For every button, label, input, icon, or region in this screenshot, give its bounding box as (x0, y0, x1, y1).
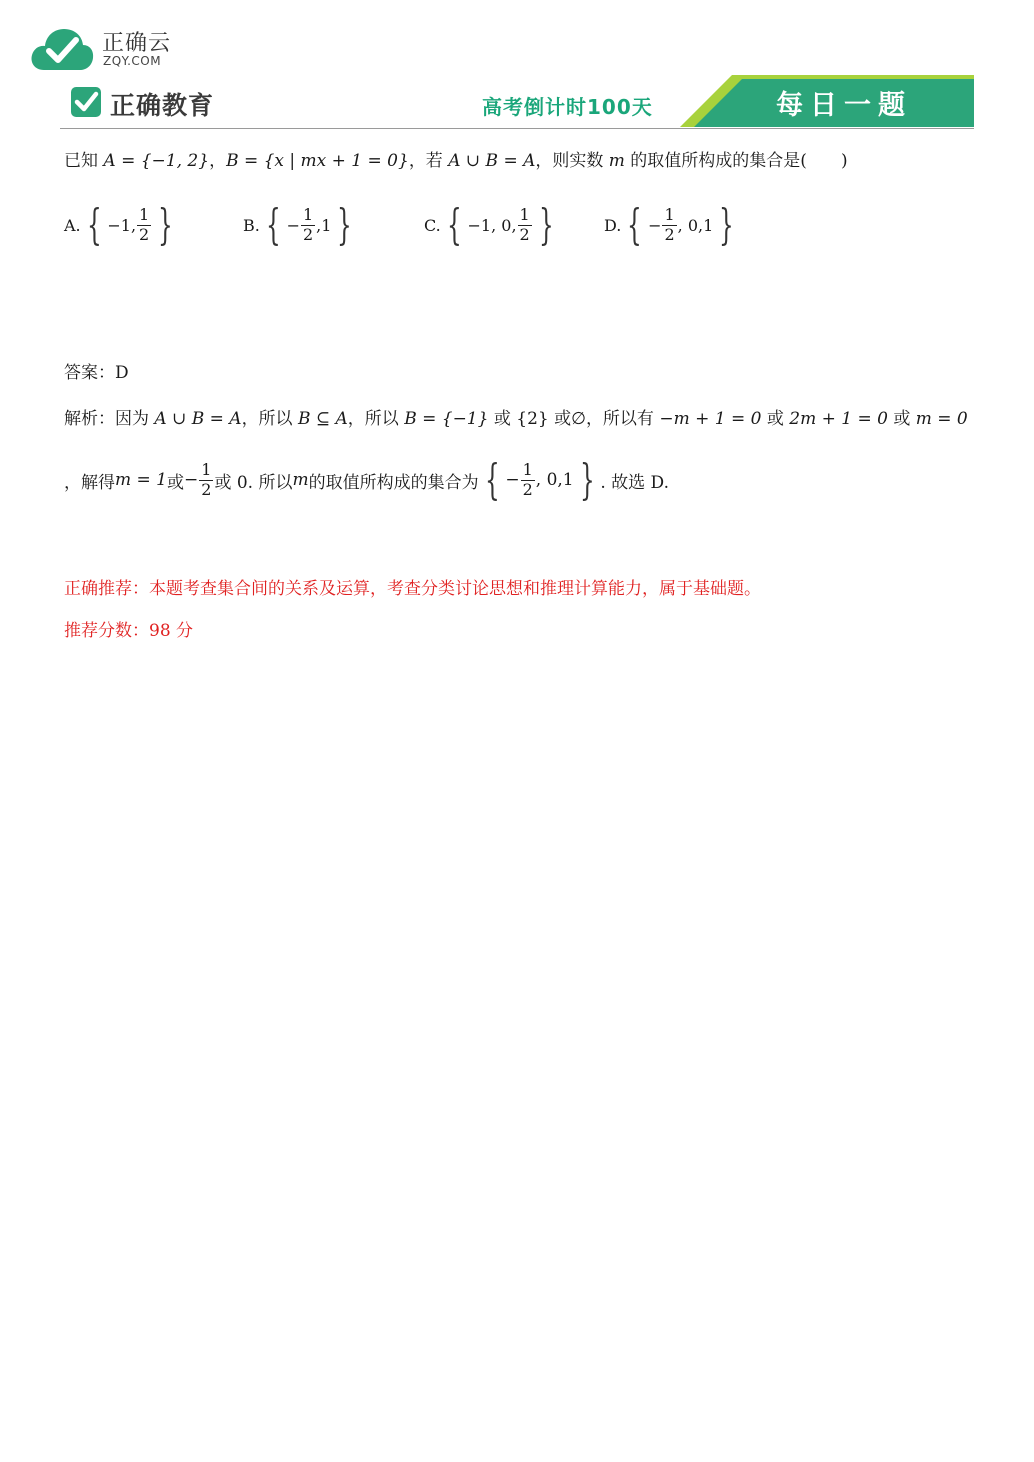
zqy-logo (30, 20, 190, 76)
recommend-text: 正确推荐：本题考查集合间的关系及运算，考查分类讨论思想和推理计算能力，属于基础题。 (64, 579, 761, 599)
math-expr: −m + 1 = 0 (659, 409, 762, 429)
right-brace: } (719, 200, 735, 249)
question-text (64, 146, 848, 171)
math-expr: m = 0 (915, 409, 968, 429)
option-expr: − (648, 215, 662, 235)
denominator: 2 (139, 224, 150, 244)
option-expr: − (286, 215, 300, 235)
math-expr: , 0,1 (535, 470, 574, 490)
question-part: ，若 (408, 151, 449, 171)
numerator: 1 (522, 460, 533, 480)
analysis-text: 或 (167, 472, 184, 493)
union-expr: A ∪ B = A (448, 151, 536, 171)
right-brace: } (158, 200, 173, 249)
fraction (518, 206, 532, 244)
analysis-text: 解析：因为 (64, 409, 155, 429)
right-brace: } (579, 455, 595, 504)
numerator: 1 (201, 460, 212, 480)
analysis-text: 或 (488, 409, 517, 429)
answer-value: D (115, 363, 129, 383)
math-expr: A ∪ B = A (154, 409, 242, 429)
question-part: ， (209, 151, 227, 171)
right-brace: } (538, 200, 554, 249)
daily-title: 每日一题 (776, 90, 912, 121)
fraction (199, 461, 213, 499)
numerator: 1 (664, 205, 675, 225)
set-b-expr: B = {x | mx + 1 = 0} (226, 151, 409, 171)
analysis-text: ，解得 (64, 472, 115, 493)
denominator: 2 (522, 479, 533, 499)
question-part: 的取值所构成的集合是( ) (624, 151, 848, 171)
logo-cn-text: 正确云 (102, 31, 172, 56)
analysis-text: ，所以 (347, 409, 405, 429)
left-brace: { (627, 200, 643, 249)
option-c (424, 197, 559, 253)
math-expr: ∅ (571, 409, 586, 429)
var-m: m (292, 470, 309, 490)
minus-sign: − (505, 470, 520, 490)
left-brace: { (86, 200, 102, 249)
answer-label: 答案： (64, 363, 115, 383)
var-m: m (608, 151, 625, 171)
left-brace: { (484, 455, 500, 504)
answer-line (64, 358, 129, 383)
minus-sign: − (184, 470, 199, 490)
numerator: 1 (519, 205, 530, 225)
math-expr: m = 1 (115, 470, 167, 490)
option-b (243, 197, 358, 253)
analysis-text: 或 (761, 409, 790, 429)
option-d (604, 197, 740, 253)
analysis-line-1 (64, 404, 968, 429)
right-brace: } (337, 200, 353, 249)
header-banner (60, 75, 974, 131)
header-divider (60, 128, 974, 129)
option-expr: ,1 (316, 215, 332, 235)
numerator: 1 (302, 205, 314, 225)
option-label: D. (604, 215, 622, 235)
cloud-check-icon (30, 26, 94, 72)
analysis-text: 或 (887, 409, 916, 429)
countdown-text: 高考倒计时100天 (482, 95, 653, 119)
math-expr: B = {−1} (404, 409, 489, 429)
option-expr: −1, (107, 215, 137, 235)
option-expr: −1, 0, (467, 215, 517, 235)
logo-en-text: ZQY.COM (103, 54, 162, 68)
fraction (301, 206, 315, 244)
denominator: 2 (519, 224, 530, 244)
analysis-text: ，所以有 (585, 409, 660, 429)
option-label: C. (424, 215, 441, 235)
option-label: B. (243, 215, 260, 235)
numerator: 1 (139, 205, 150, 225)
option-expr: , 0,1 (677, 215, 714, 235)
option-a (64, 197, 179, 253)
check-box-icon (70, 86, 102, 118)
left-brace: { (446, 200, 462, 249)
analysis-text: 或 0. 所以 (214, 472, 293, 493)
analysis-text: 或 (548, 409, 572, 429)
fraction (137, 206, 151, 244)
edu-title: 正确教育 (110, 91, 215, 120)
denominator: 2 (302, 224, 314, 244)
fraction (662, 206, 676, 244)
math-expr: B ⊆ A (297, 409, 348, 429)
analysis-text: 的取值所构成的集合为 (308, 472, 479, 493)
math-expr: 2m + 1 = 0 (789, 409, 888, 429)
recommend-score: 推荐分数：98 分 (64, 621, 194, 641)
analysis-text: . 故选 D. (600, 472, 669, 493)
fraction (521, 461, 535, 499)
option-label: A. (64, 215, 81, 235)
math-expr: {2} (516, 409, 549, 429)
denominator: 2 (201, 479, 212, 499)
question-part: ，则实数 (535, 151, 609, 171)
analysis-text: ，所以 (241, 409, 298, 429)
analysis-line-2 (64, 452, 669, 508)
question-part: 已知 (64, 151, 104, 171)
set-a-expr: A = {−1, 2} (103, 151, 210, 171)
left-brace: { (265, 200, 281, 249)
denominator: 2 (664, 224, 675, 244)
